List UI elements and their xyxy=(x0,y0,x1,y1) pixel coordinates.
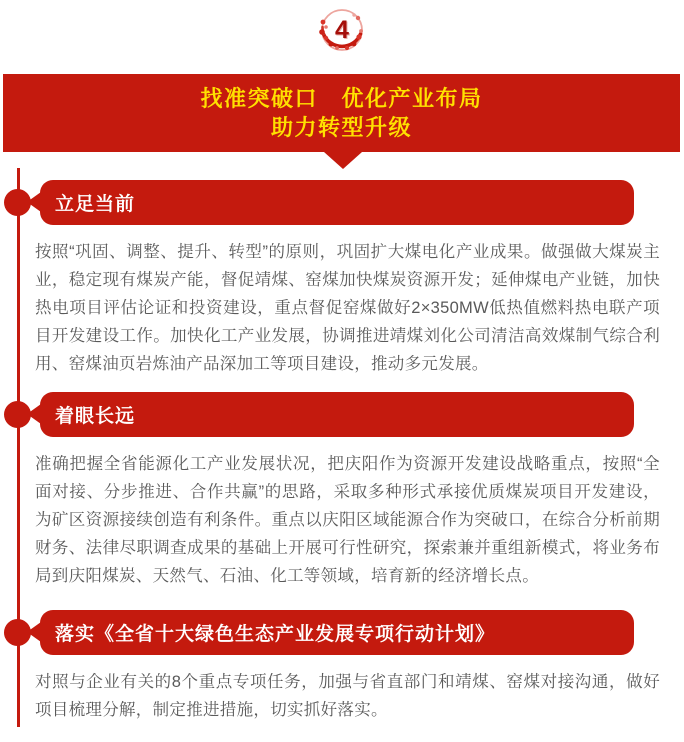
title-banner xyxy=(3,74,680,152)
section-body-text: 按照“巩固、调整、提升、转型”的原则，巩固扩大煤电化产业成果。做强做大煤炭主业，稳定现有煤炭产能，督促靖煤、窑煤加快煤炭资源开发；延伸煤电产业链，加快热电项目评估论证和投资建设，重点督促窑煤做好2×350MW低热值燃料热电联产项目开发建设工作。加快化工产业发展，协调推进靖煤刘化公司清洁高效煤制气综合利用、窑煤油页岩炼油产品深加工等项目建设，推动多元发展。 xyxy=(35,243,660,373)
badge-number: 4 xyxy=(335,16,349,44)
section-number-badge xyxy=(314,3,370,59)
section-body-text: 准确把握全省能源化工产业发展状况，把庆阳作为资源开发建设战略重点，按照“全面对接、分步推进、合作共赢”的思路，采取多种形式承接优质煤炭项目开发建设，为矿区资源接续创造有利条件。重点以庆阳区域能源合作为突破口，在综合分析前期财务、法律尽职调查成果的基础上开展可行性研究，探索兼并重组新模式，将业务布局到庆阳煤炭、天然气、石油、化工等领域，培育新的经济增长点。 xyxy=(35,455,660,585)
left-arrow-icon xyxy=(27,404,41,424)
section-header xyxy=(40,610,634,655)
section-header xyxy=(40,392,634,437)
left-arrow-icon xyxy=(27,192,41,212)
section-body-text: 对照与企业有关的8个重点专项任务，加强与省直部门和靖煤、窑煤对接沟通，做好项目梳理分解，制定推进措施，切实抓好落实。 xyxy=(35,673,660,719)
section-implementation xyxy=(0,610,684,724)
banner-title-line2: 助力转型升级 xyxy=(270,115,412,140)
section-heading: 立足当前 xyxy=(55,194,136,215)
section-longterm xyxy=(0,392,684,590)
section-heading: 着眼长远 xyxy=(55,406,136,427)
section-header xyxy=(40,180,634,225)
banner-title-line1: 找准突破口 优化产业布局 xyxy=(200,86,483,111)
left-arrow-icon xyxy=(27,622,41,642)
banner-pointer-triangle-icon xyxy=(324,152,362,169)
section-heading: 落实《全省十大绿色生态产业发展专项行动计划》 xyxy=(55,624,496,645)
section-current xyxy=(0,180,684,378)
